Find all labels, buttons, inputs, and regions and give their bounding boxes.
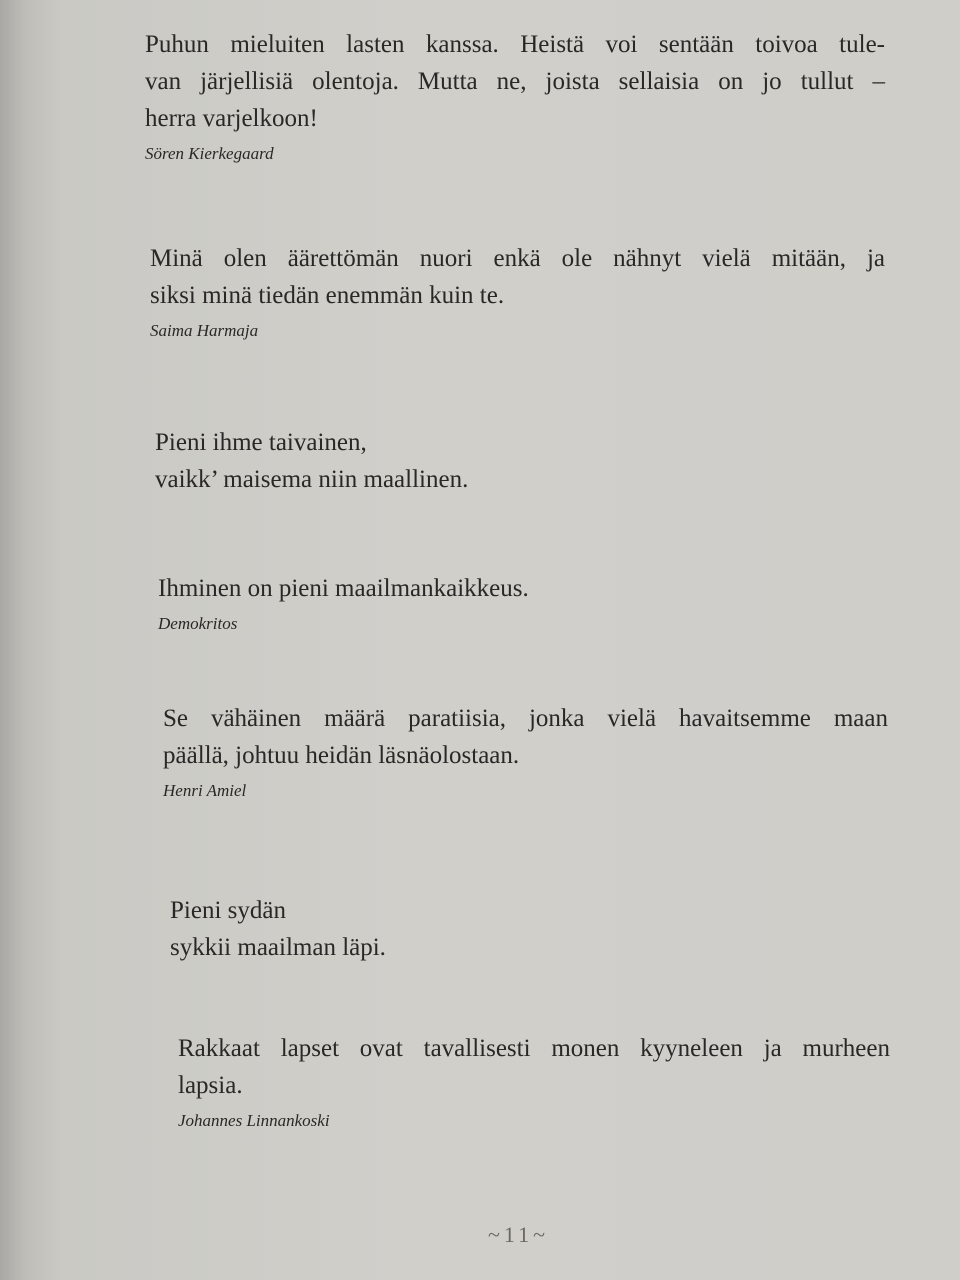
quote-line: siksi minä tiedän enemmän kuin te. [150, 282, 505, 309]
quote-line: päällä, johtuu heidän läsnäolostaan. [163, 742, 520, 769]
quote-amiel [163, 700, 888, 802]
quote-pieni-sydan [170, 892, 386, 966]
ornament-left-icon: ~ [488, 1222, 504, 1247]
quote-line: herra varjelkoon! [145, 105, 318, 132]
quote-harmaja [150, 240, 885, 342]
quote-line: Minä olen äärettömän nuori enkä ole nähnyt vielä mitään, ja [150, 245, 885, 272]
page-number-text: 11 [503, 1222, 534, 1247]
quote-pieni-ihme [155, 424, 468, 498]
quote-author: Sören Kierkegaard [145, 144, 274, 163]
quote-linnankoski [178, 1030, 890, 1132]
quote-line: Puhun mieluiten lasten kanssa. Heistä voi sentään toivoa tule- [145, 31, 885, 58]
quote-line: Pieni ihme taivainen, [155, 429, 367, 456]
quote-author: Saima Harmaja [150, 321, 259, 340]
quote-line: Rakkaat lapset ovat tavallisesti monen kyyneleen ja murheen [178, 1035, 890, 1062]
quote-line: sykkii maailman läpi. [170, 934, 386, 961]
quote-line: lapsia. [178, 1072, 243, 1099]
quote-author: Henri Amiel [163, 781, 247, 800]
quote-line: Pieni sydän [170, 897, 286, 924]
quote-line: vaikk’ maisema niin maallinen. [155, 466, 469, 493]
quote-author: Demokritos [158, 614, 238, 633]
quote-line: Se vähäinen määrä paratiisia, jonka vielä havaitsemme maan [163, 705, 888, 732]
quote-author: Johannes Linnankoski [178, 1111, 330, 1130]
quote-demokritos [158, 570, 529, 635]
quote-kierkegaard [145, 26, 885, 165]
page-number [488, 1222, 549, 1248]
quote-line: Ihminen on pieni maailmankaikkeus. [158, 575, 529, 602]
ornament-right-icon: ~ [533, 1222, 549, 1247]
quote-line: van järjellisiä olentoja. Mutta ne, joista sellaisia on jo tullut – [145, 68, 885, 95]
